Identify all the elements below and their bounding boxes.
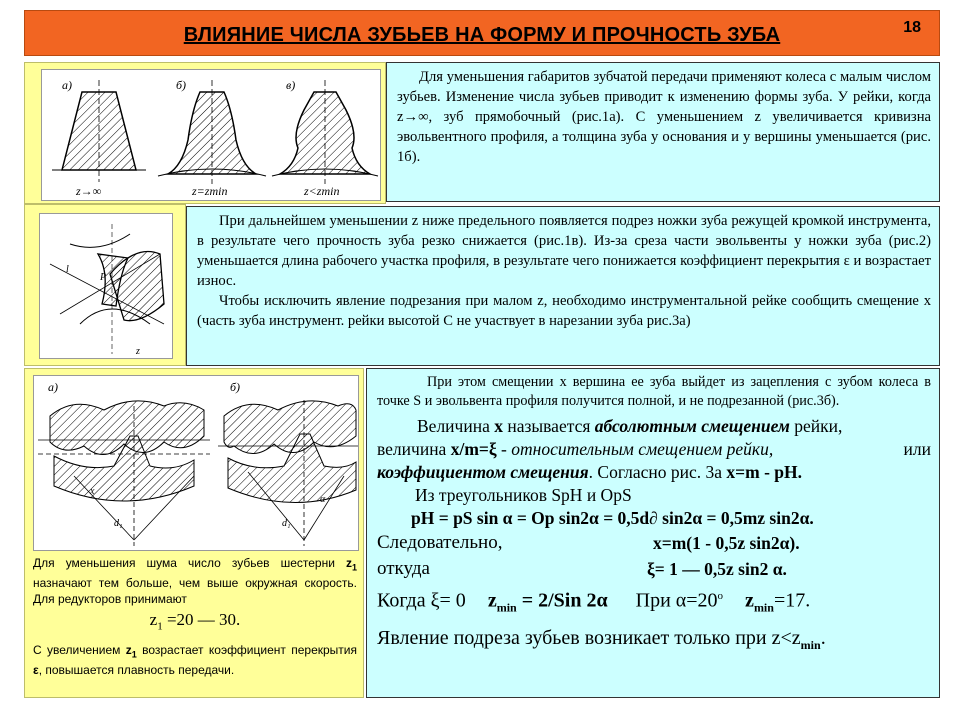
text-box-2	[186, 206, 940, 366]
figure2-panel	[24, 204, 186, 366]
figure1-caption-a: z→∞	[76, 184, 102, 198]
box4-para1: Для уменьшения шума число зубьев шестерни $z_1$ назначают тем больше, чем выше окружная скорость. Для редукторов принимают	[33, 556, 357, 607]
svg-text:α: α	[320, 494, 326, 505]
undercut-figure	[40, 214, 174, 360]
box2-para2: Чтобы исключить явление подрезания при малом z, необходимо инструментальной рейке сообщить смещение х (часть зуба инструмент. рейки высотой С не участвует в нарезании зуба рис.3а)	[197, 293, 931, 329]
text-box-1	[386, 62, 940, 202]
figure1-panel	[24, 62, 386, 204]
page-number: 18	[903, 19, 921, 36]
figure2-frame	[39, 213, 173, 359]
box3-line8: Когда ξ= 0 $z_{min} = 2/Sin$ 2α При $\alpha=20^o$ $z_{min}=17$.	[377, 589, 811, 615]
svg-text:P: P	[100, 272, 107, 283]
box3-line2: величина х/m=ξ - относительным смещением рейки, или	[377, 439, 931, 459]
slide-header	[24, 10, 940, 56]
figure1-label-a: а)	[62, 78, 72, 92]
box1-text: Для уменьшения габаритов зубчатой передачи применяют колеса с малым числом зубьев. Изменение числа зубьев приводит к изменению формы зуба. У рейки, когда z→∞, зуб прямобочный (рис.1а). С уменьшением z увеличивается кривизна эвольвентного профиля, а толщина зуба у основания и у вершины уменьшается (рис. 1б).	[397, 69, 931, 165]
figure1-frame	[41, 69, 381, 201]
box3-line7: откуда ξ= 1 — 0,5z sin2 α.	[377, 558, 787, 579]
figure3-panel	[24, 368, 364, 698]
box3-line3: коэффициентом смещения. Согласно рис. 3а x=m - pH.	[377, 462, 803, 482]
figure3-frame	[33, 375, 359, 551]
box3-line6: Следовательно, x=m(1 - 0,5z sin2α).	[377, 532, 800, 553]
slide-title: ВЛИЯНИЕ ЧИСЛА ЗУБЬЕВ НА ФОРМУ И ПРОЧНОСТЬ ЗУБА	[183, 24, 781, 46]
figure1-caption-b: z=zmin	[192, 184, 228, 198]
gear-teeth-figure	[42, 70, 382, 202]
svg-text:z: z	[136, 346, 140, 357]
rack-displacement-figure	[34, 376, 360, 552]
box3-line9: Явление подреза зубьев возникает только при $z<z_{min}$.	[377, 626, 826, 652]
box3-line1: Величина х называется абсолютным смещением рейки,	[417, 416, 843, 436]
box4-formula: $z_1 =20$ — 30.	[149, 610, 241, 633]
svg-text:x: x	[90, 486, 95, 497]
svg-text:d₁: d₁	[282, 518, 291, 529]
figure1-label-b: б)	[176, 78, 187, 92]
box3-line4: Из треугольников SpH и OpS	[415, 485, 632, 505]
svg-text:d₁: d₁	[114, 518, 123, 529]
box3-para1: При этом смещении х вершина ее зуба выйдет из зацепления с зубом колеса в точке S и эвольвента профиля получится полной, и не подрезанной (рис.3б).	[377, 374, 931, 409]
text-box-4	[33, 555, 357, 678]
box3-line5: pH = pS sin α = Op sin2α = 0,5d∂ sin2α = 0,5mz sin2α.	[411, 508, 814, 528]
text-box-3	[366, 368, 940, 698]
svg-text:l: l	[66, 264, 69, 275]
figure3-label-a: а)	[48, 380, 58, 394]
figure3-label-b: б)	[230, 380, 241, 394]
box4-para2: С увеличением $z_1$ возрастает коэффициент перекрытия ε, повышается плавность передачи.	[33, 642, 357, 678]
box2-para1: При дальнейшем уменьшении z ниже предельного появляется подрез ножки зуба режущей кромкой инструмента, в результате чего прочность зуба резко снижается (рис.1в). Из-за среза части эвольвенты у ножки зуба (рис.2) уменьшается длина рабочего участка профиля, в результате чего понижается коэффициент перекрытия ε и возрастает износ.	[197, 213, 931, 289]
figure1-caption-c: z<zmin	[304, 184, 340, 198]
figure1-label-c: в)	[286, 78, 296, 92]
